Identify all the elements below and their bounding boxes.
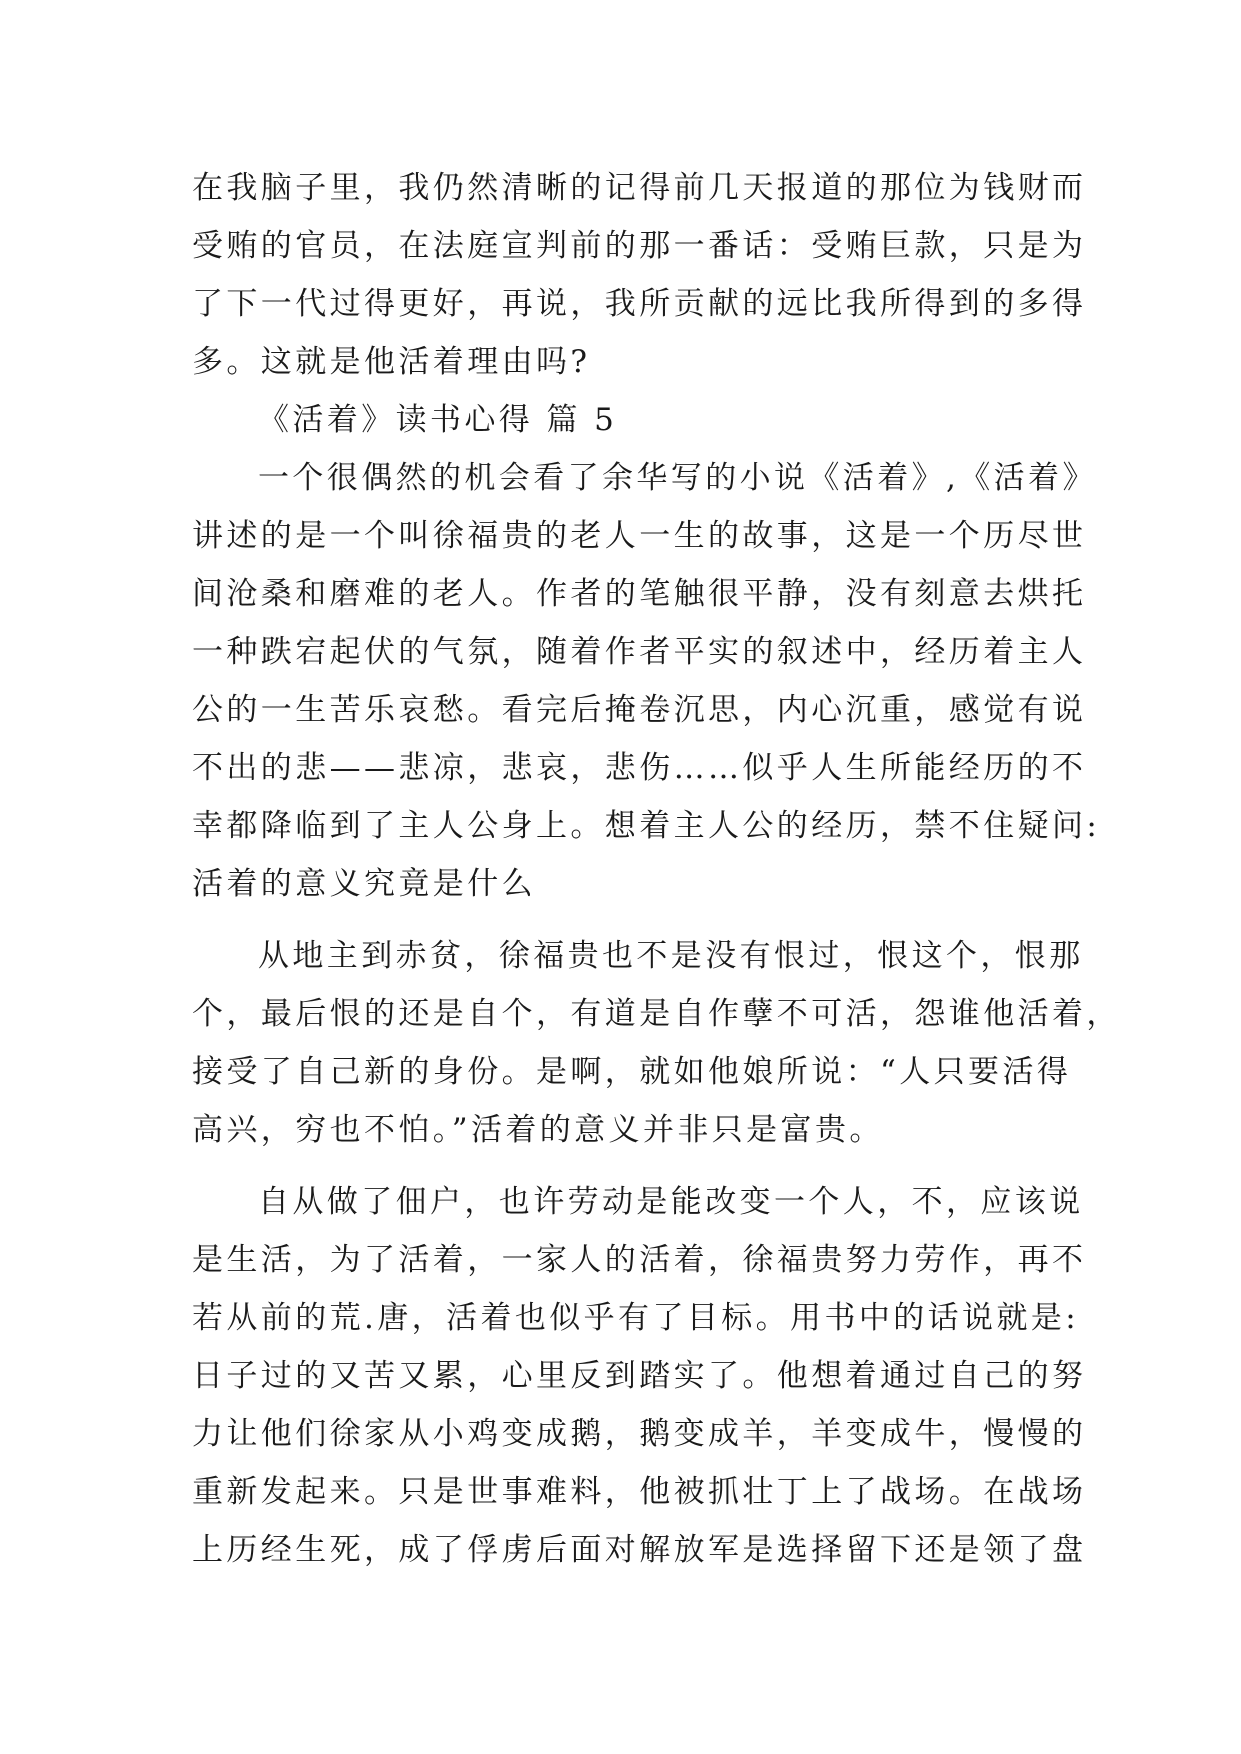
text-line: 讲述的是一个叫徐福贵的老人一生的故事，这是一个历尽世 [192, 518, 1087, 554]
text-line: 若从前的荒.唐，活着也似乎有了目标。用书中的话说就是: [192, 1300, 1080, 1336]
text-line: 上历经生死，成了俘虏后面对解放军是选择留下还是领了盘 [192, 1532, 1087, 1568]
paragraph-3 [192, 1173, 1087, 1579]
paragraph-spacing [192, 913, 1052, 927]
text-line: 幸都降临到了主人公身上。想着主人公的经历，禁不住疑问: [192, 808, 1101, 844]
text-line: 高兴，穷也不怕。”活着的意义并非只是富贵。 [192, 1112, 884, 1148]
paragraph-1 [192, 449, 1101, 913]
text-line: 了下一代过得更好，再说，我所贡献的远比我所得到的多得 [192, 286, 1087, 322]
paragraph-previous [192, 159, 1087, 391]
text-line: 力让他们徐家从小鸡变成鹅，鹅变成羊，羊变成牛，慢慢的 [192, 1416, 1087, 1452]
text-line: 一种跌宕起伏的气氛，随着作者平实的叙述中，经历着主人 [192, 634, 1087, 670]
section-heading: 《活着》读书心得 篇 5 [258, 402, 618, 438]
text-line: 是生活，为了活着，一家人的活着，徐福贵努力劳作，再不 [192, 1242, 1087, 1278]
text-line: 日子过的又苦又累，心里反到踏实了。他想着通过自己的努 [192, 1358, 1087, 1394]
text-line: 自从做了佃户，也许劳动是能改变一个人，不，应该说 [258, 1184, 1084, 1220]
paragraph-spacing [192, 1159, 1052, 1173]
text-line: 间沧桑和磨难的老人。作者的笔触很平静，没有刻意去烘托 [192, 576, 1087, 612]
text-line: 接受了自己新的身份。是啊，就如他娘所说：“人只要活得 [192, 1054, 1072, 1090]
document-body [192, 159, 1121, 1579]
text-line: 公的一生苦乐哀愁。看完后掩卷沉思，内心沉重，感觉有说 [192, 692, 1087, 728]
text-line: 活着的意义究竟是什么 [192, 866, 536, 902]
text-line: 重新发起来。只是世事难料，他被抓壮丁上了战场。在战场 [192, 1474, 1087, 1510]
text-line: 从地主到赤贫，徐福贵也不是没有恨过，恨这个，恨那 [258, 938, 1084, 974]
text-line: 一个很偶然的机会看了余华写的小说《活着》,《活着》 [258, 460, 1097, 496]
text-line: 在我脑子里，我仍然清晰的记得前几天报道的那位为钱财而 [192, 170, 1087, 206]
paragraph-2 [192, 927, 1121, 1159]
text-line: 不出的悲——悲凉，悲哀，悲伤……似乎人生所能经历的不 [192, 750, 1087, 786]
text-line: 多。这就是他活着理由吗? [192, 344, 591, 380]
text-line: 受贿的官员，在法庭宣判前的那一番话：受贿巨款，只是为 [192, 228, 1087, 264]
text-line: 个，最后恨的还是自个，有道是自作孽不可活，怨谁他活着， [192, 996, 1121, 1032]
